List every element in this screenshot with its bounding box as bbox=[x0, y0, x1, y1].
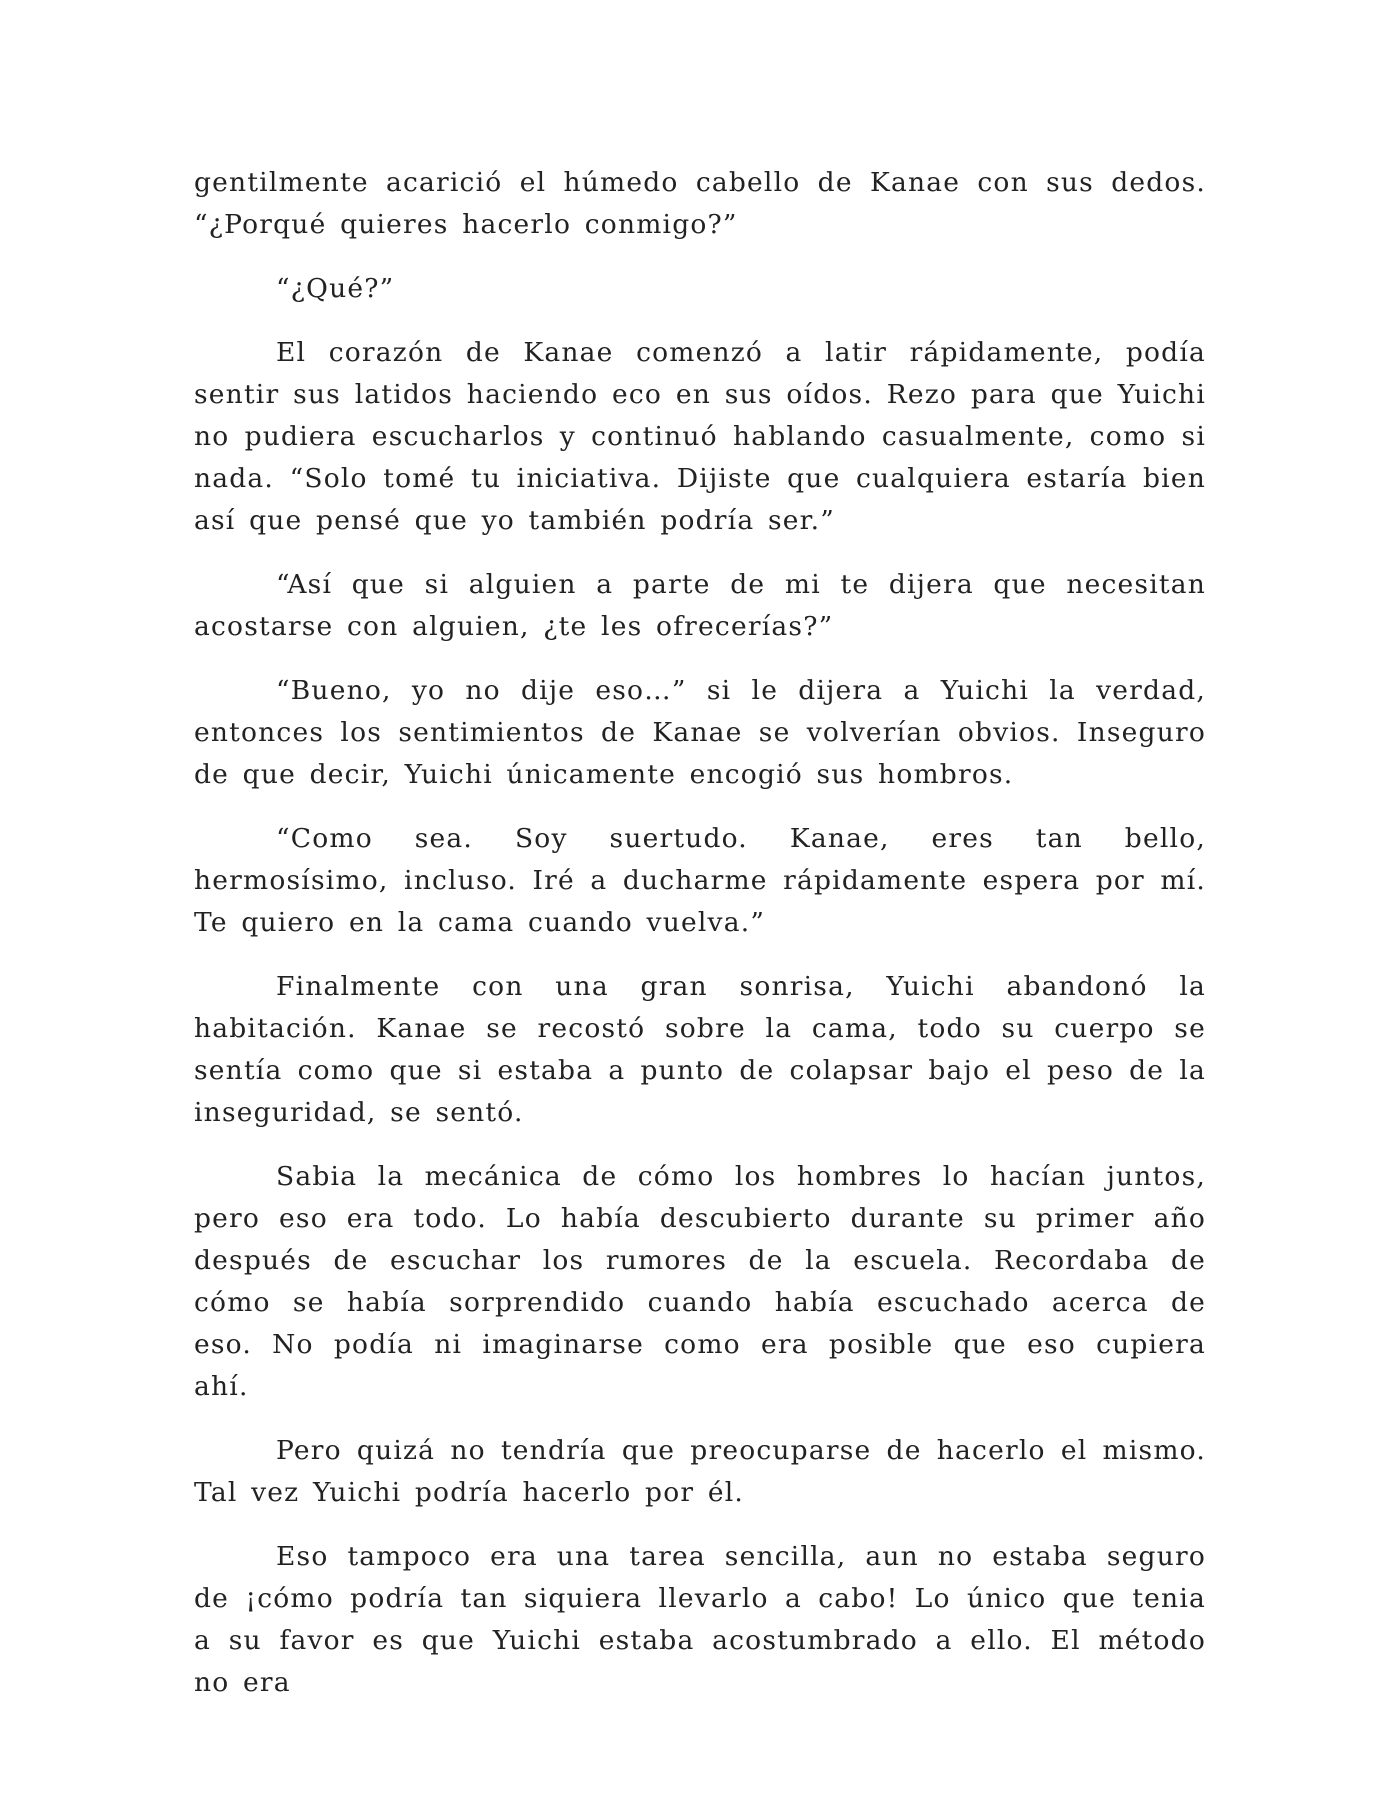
paragraph-2: “¿Qué?” bbox=[276, 273, 395, 304]
paragraph-3: El corazón de Kanae comenzó a latir rápidamente, podía sentir sus latidos haciendo eco en sus oídos. Rezo para que Yuichi no pudiera escucharlos y continuó hablando casualmente, como si nada. “Solo tomé tu iniciativa. Dijiste que cualquiera estaría bien así que pensé que yo también podría ser.” bbox=[194, 337, 1206, 536]
paragraph-4: “Así que si alguien a parte de mi te dijera que necesitan acostarse con alguien, ¿te les ofrecerías?” bbox=[194, 569, 1206, 642]
paragraph-7: Finalmente con una gran sonrisa, Yuichi abandonó la habitación. Kanae se recostó sobre la cama, todo su cuerpo se sentía como que si estaba a punto de colapsar bajo el peso de la inseguridad, se sentó. bbox=[194, 971, 1206, 1128]
paragraph-6: “Como sea. Soy suertudo. Kanae, eres tan bello, hermosísimo, incluso. Iré a ducharme rápidamente espera por mí. Te quiero en la cama cuando vuelva.” bbox=[194, 823, 1206, 938]
paragraph-8: Sabia la mecánica de cómo los hombres lo hacían juntos, pero eso era todo. Lo había descubierto durante su primer año después de escuchar los rumores de la escuela. Recordaba de cómo se había sorprendido cuando había escuchado acerca de eso. No podía ni imaginarse como era posible que eso cupiera ahí. bbox=[194, 1161, 1206, 1402]
paragraph-9: Pero quizá no tendría que preocuparse de hacerlo el mismo. Tal vez Yuichi podría hacerlo por él. bbox=[194, 1435, 1206, 1508]
body-text bbox=[194, 162, 1206, 1726]
paragraph-1: gentilmente acarició el húmedo cabello de Kanae con sus dedos. “¿Porqué quieres hacerlo conmigo?” bbox=[194, 167, 1206, 240]
paragraph-10: Eso tampoco era una tarea sencilla, aun no estaba seguro de ¡cómo podría tan siquiera llevarlo a cabo! Lo único que tenia a su favor es que Yuichi estaba acostumbrado a ello. El método no era bbox=[194, 1541, 1206, 1698]
paragraph-5: “Bueno, yo no dije eso…” si le dijera a Yuichi la verdad, entonces los sentimientos de Kanae se volverían obvios. Inseguro de que decir, Yuichi únicamente encogió sus hombros. bbox=[194, 675, 1206, 790]
